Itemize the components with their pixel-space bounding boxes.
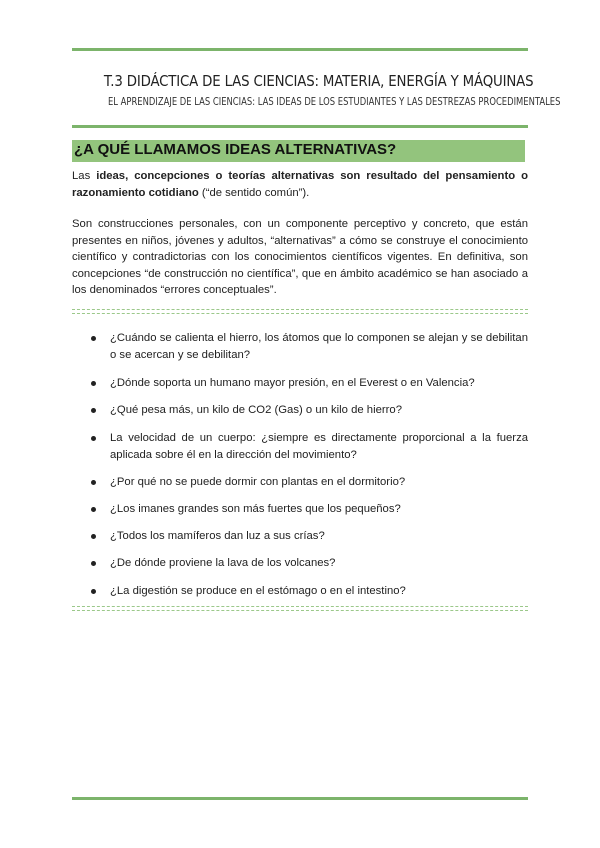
page-title: T.3 DIDÁCTICA DE LAS CIENCIAS: MATERIA, ENERGÍA Y MÁQUINAS [103, 72, 534, 90]
question-text: ¿La digestión se produce en el estómago o en el intestino? [110, 585, 406, 597]
top-rule [72, 48, 528, 51]
bullet-icon [91, 480, 96, 485]
bottom-rule [72, 797, 528, 800]
bullet-icon [91, 589, 96, 594]
question-text: ¿Por qué no se puede dormir con plantas en el dormitorio? [110, 476, 406, 488]
question-text: ¿Todos los mamíferos dan luz a sus crías? [110, 530, 325, 542]
question-text: ¿Cuándo se calienta el hierro, los átomos que lo componen se alejan y se debilitan o se acercan y se debilitan? [110, 332, 528, 361]
dashed-divider-top [72, 309, 528, 314]
bullet-icon [91, 436, 96, 441]
definition-paragraph: Son construcciones personales, con un componente perceptivo y concreto, que están presentes en niños, jóvenes y adultos, “alternativas” a cómo se construye el conocimiento científico y contradictorias con los conocimientos científicos vigentes. En definitiva, son concepciones “de construcción no científica”, que en ámbito académico se han asociado a los denominados “errores conceptuales”. [72, 218, 528, 297]
question-text: ¿Qué pesa más, un kilo de CO2 (Gas) o un kilo de hierro? [110, 404, 402, 416]
bullet-icon [91, 507, 96, 512]
header-rule [72, 125, 528, 128]
intro-bold: ideas, concepciones o teorías alternativas son resultado del pensamiento o razonamiento cotidiano [72, 170, 528, 199]
section-title: ¿A QUÉ LLAMAMOS IDEAS ALTERNATIVAS? [74, 141, 397, 158]
dashed-divider-bottom [72, 606, 528, 611]
question-text: La velocidad de un cuerpo: ¿siempre es directamente proporcional a la fuerza aplicada sobre él en la dirección del movimiento? [110, 432, 528, 461]
bullet-icon [91, 561, 96, 566]
bullet-icon [91, 336, 96, 341]
bullet-icon [91, 408, 96, 413]
question-text: ¿De dónde proviene la lava de los volcanes? [110, 557, 336, 569]
intro-tail: (“de sentido común”). [198, 186, 310, 199]
intro-paragraph [72, 168, 528, 201]
question-text: ¿Dónde soporta un humano mayor presión, en el Everest o en Valencia? [110, 377, 475, 389]
bullet-icon [91, 381, 96, 386]
bullet-icon [91, 534, 96, 539]
section-header [72, 140, 525, 162]
page-subtitle: EL APRENDIZAJE DE LAS CIENCIAS: LAS IDEAS DE LOS ESTUDIANTES Y LAS DESTREZAS PROCEDIMENTALES [108, 96, 561, 108]
question-text: ¿Los imanes grandes son más fuertes que los pequeños? [110, 503, 401, 515]
intro-lead: Las [72, 170, 97, 182]
